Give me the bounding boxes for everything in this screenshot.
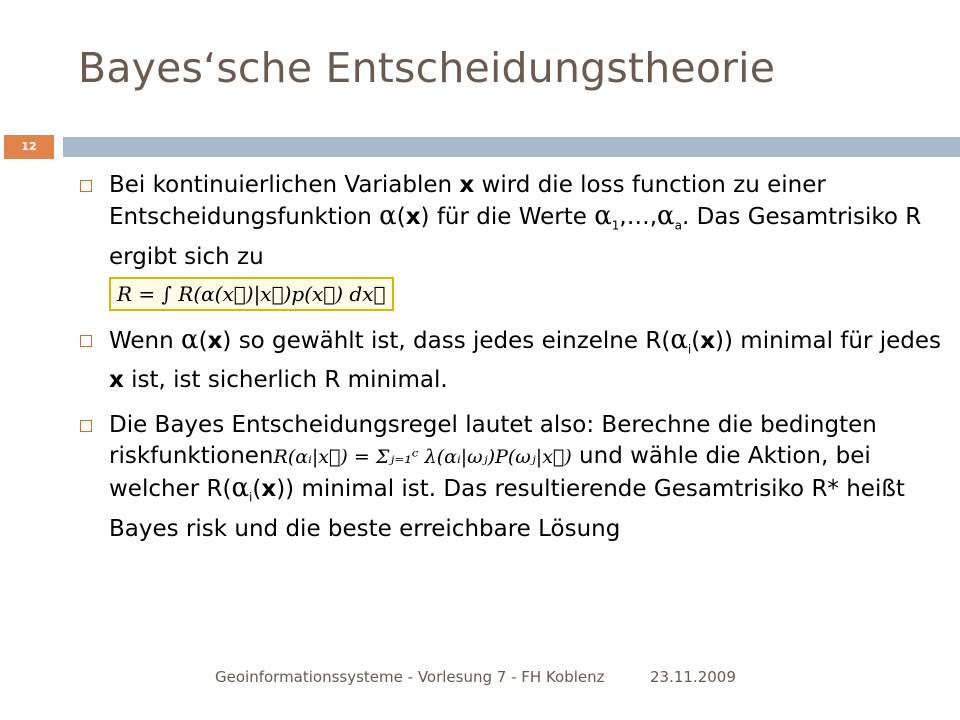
risk-formula: R = ∫ R(α(x⃗)|x⃗)p(x⃗) dx⃗ [109, 277, 394, 311]
square-bullet-icon [80, 335, 92, 347]
slide-number: 12 [4, 135, 54, 159]
footer-course: Geoinformationssysteme - Vorlesung 7 - FH Koblenz [215, 668, 605, 686]
header-bar [63, 137, 960, 157]
square-bullet-icon [80, 180, 92, 192]
bullet-item-1: Bei kontinuierlichen Variablen x wird die loss function zu einer Entscheidungsfunktion α(x) für die Werte $\alpha_1,\dots,\alpha_a$. Das Gesamtrisiko R ergibt sich zu R = ∫ R(α(x⃗)|x⃗)p(x⃗) dx⃗ [76, 170, 956, 311]
bullet-item-2: Wenn α(x) so gewählt ist, dass jedes einzelne $R(\alpha_i(x))$ minimal für jedes x ist, ist sicherlich R minimal. [76, 325, 956, 397]
slide-title: Bayes‘sche Entscheidungstheorie [78, 44, 776, 92]
bullet-item-3: Die Bayes Entscheidungsregel lautet also: Berechne die bedingten riskfunktionenR(αᵢ|x⃗) = Σⱼ₌₁ᶜ λ(αᵢ|ωⱼ)P(ωⱼ|x⃗) und wähle die Aktion, bei welcher $R(\alpha_i(x))$ minimal ist. Das resultierende Gesamtrisiko R* heißt Bayes risk und die beste erreichbare Lösung [76, 410, 956, 545]
square-bullet-icon [80, 420, 92, 432]
conditional-risk-formula: R(αᵢ|x⃗) = Σⱼ₌₁ᶜ λ(αᵢ|ωⱼ)P(ωⱼ|x⃗) [273, 446, 572, 469]
slide-content [76, 170, 956, 559]
footer-date: 23.11.2009 [650, 668, 736, 686]
